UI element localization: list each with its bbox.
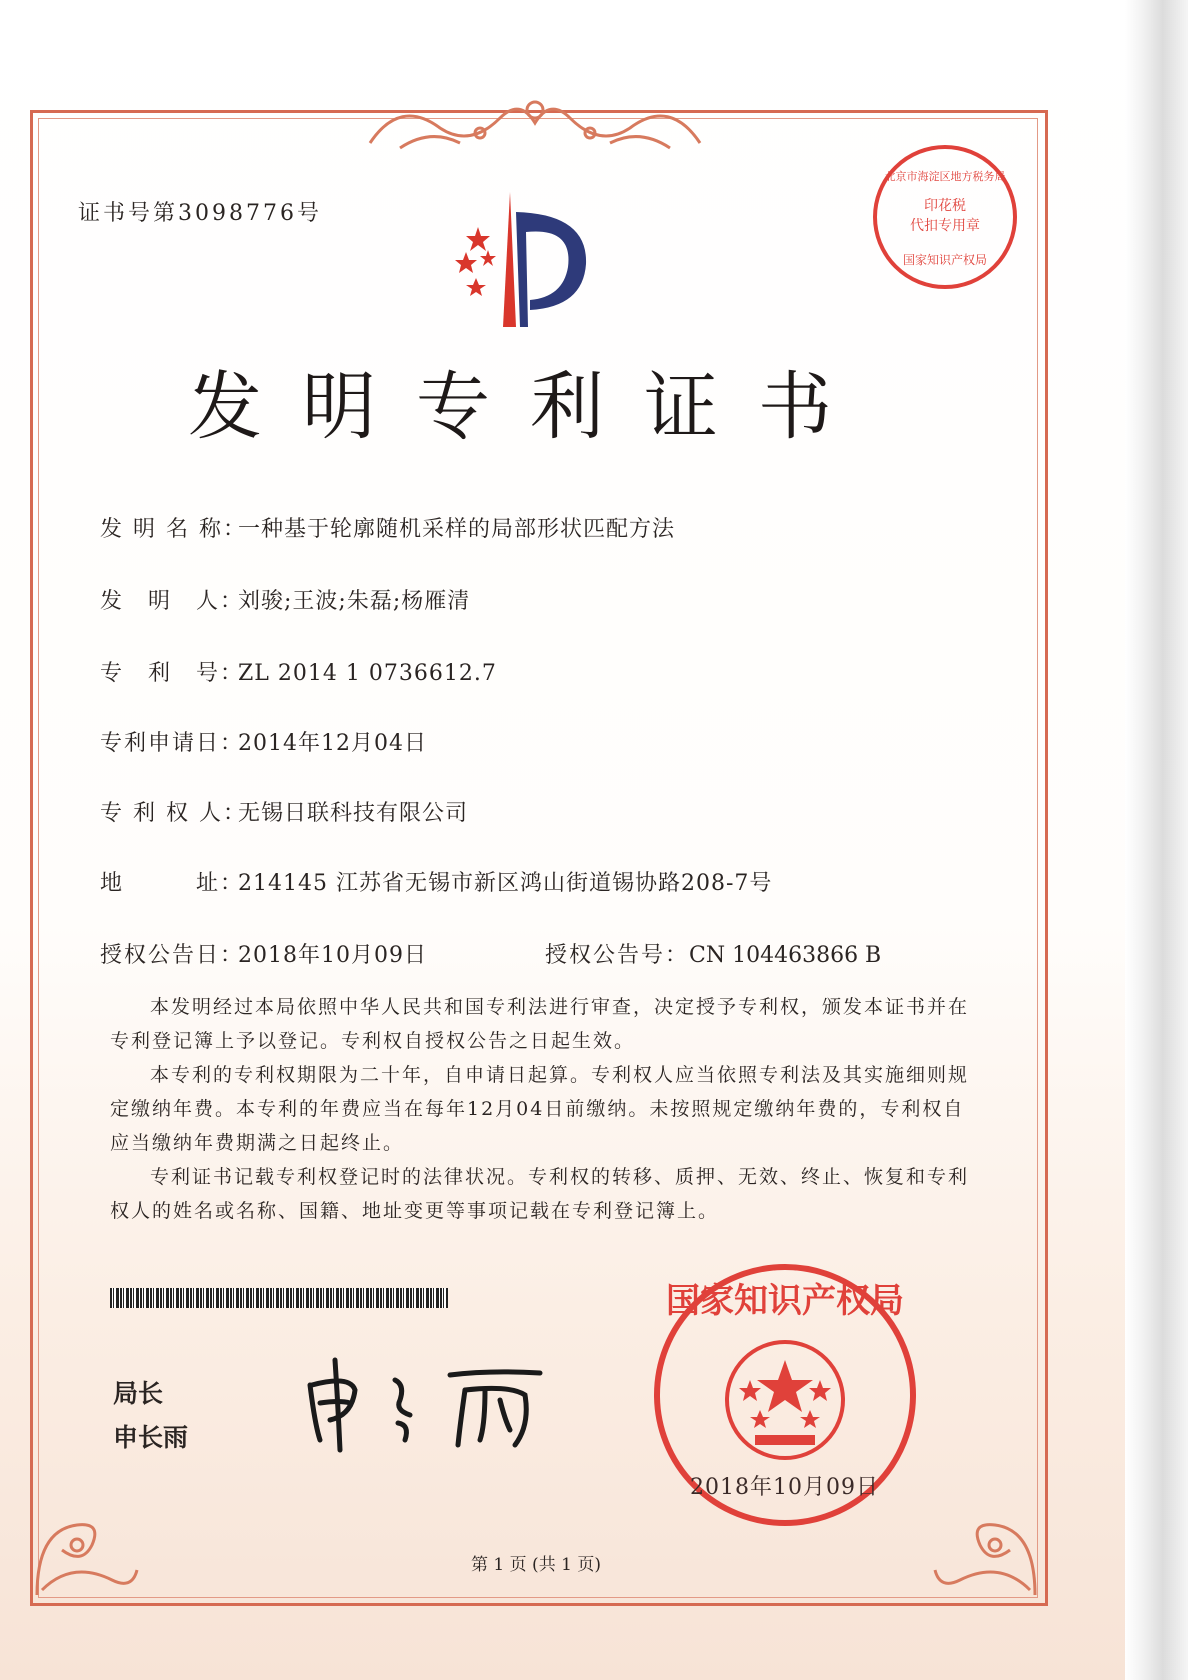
patent-office-logo-icon [448,192,628,332]
svg-text:北京市海淀区地方税务局: 北京市海淀区地方税务局 [884,170,1006,183]
certificate-body [110,990,970,1228]
page-title: 发明专利证书 [188,364,872,450]
body-paragraph: 本发明经过本局依照中华人民共和国专利法进行审查，决定授予专利权，颁发本证书并在专利登记簿上予以登记。专利权自授权公告之日起生效。 [110,996,970,1052]
svg-text:国家知识产权局: 国家知识产权局 [902,253,988,267]
field-grant-date: 授权公告日：2018年10月09日 [100,943,427,968]
field-patentee: 专 利 权 人：无锡日联科技有限公司 [100,801,469,826]
field-application-date: 专利申请日：2014年12月04日 [100,731,427,756]
body-paragraph: 本专利的专利权期限为二十年，自申请日起算。专利权人应当依照专利法及其实施细则规定缴纳年费。本专利的年费应当在每年12月04日前缴纳。未按照规定缴纳年费的，专利权自应当缴纳年费期满之日起终止。 [110,1064,970,1154]
scan-edge [1125,0,1188,1680]
svg-text:代扣专用章: 代扣专用章 [910,218,980,234]
handwritten-signature-icon [300,1345,560,1455]
svg-text:印花税: 印花税 [924,198,966,214]
certificate-number: 证书号第3098776号 [78,201,322,226]
corner-ornament-icon [930,1490,1040,1600]
director-title: 局长 [113,1379,164,1408]
svg-text:国家知识产权局: 国家知识产权局 [666,1281,904,1321]
body-paragraph: 专利证书记载专利权登记时的法律状况。专利权的转移、质押、无效、终止、恢复和专利权人的姓名或名称、国籍、地址变更等事项记载在专利登记簿上。 [110,1166,970,1222]
field-publication-number: 授权公告号：CN 104463866 B [545,943,882,968]
corner-ornament-icon [32,1490,142,1600]
director-name: 申长雨 [113,1423,189,1452]
field-inventors: 发 明 人：刘骏;王波;朱磊;杨雁清 [100,589,471,614]
tax-stamp-icon [870,142,1020,292]
page-number: 第 1 页 (共 1 页) [471,1555,601,1575]
field-address: 地 址：214145 江苏省无锡市新区鸿山街道锡协路208-7号 [100,871,773,896]
seal-date: 2018年10月09日 [690,1475,879,1500]
barcode [110,1288,448,1308]
field-patent-number: 专 利 号：ZL 2014 1 0736612.7 [100,661,497,686]
ornamental-crest-icon [360,88,710,158]
field-invention-name: 发 明 名 称：一种基于轮廓随机采样的局部形状匹配方法 [100,517,676,542]
